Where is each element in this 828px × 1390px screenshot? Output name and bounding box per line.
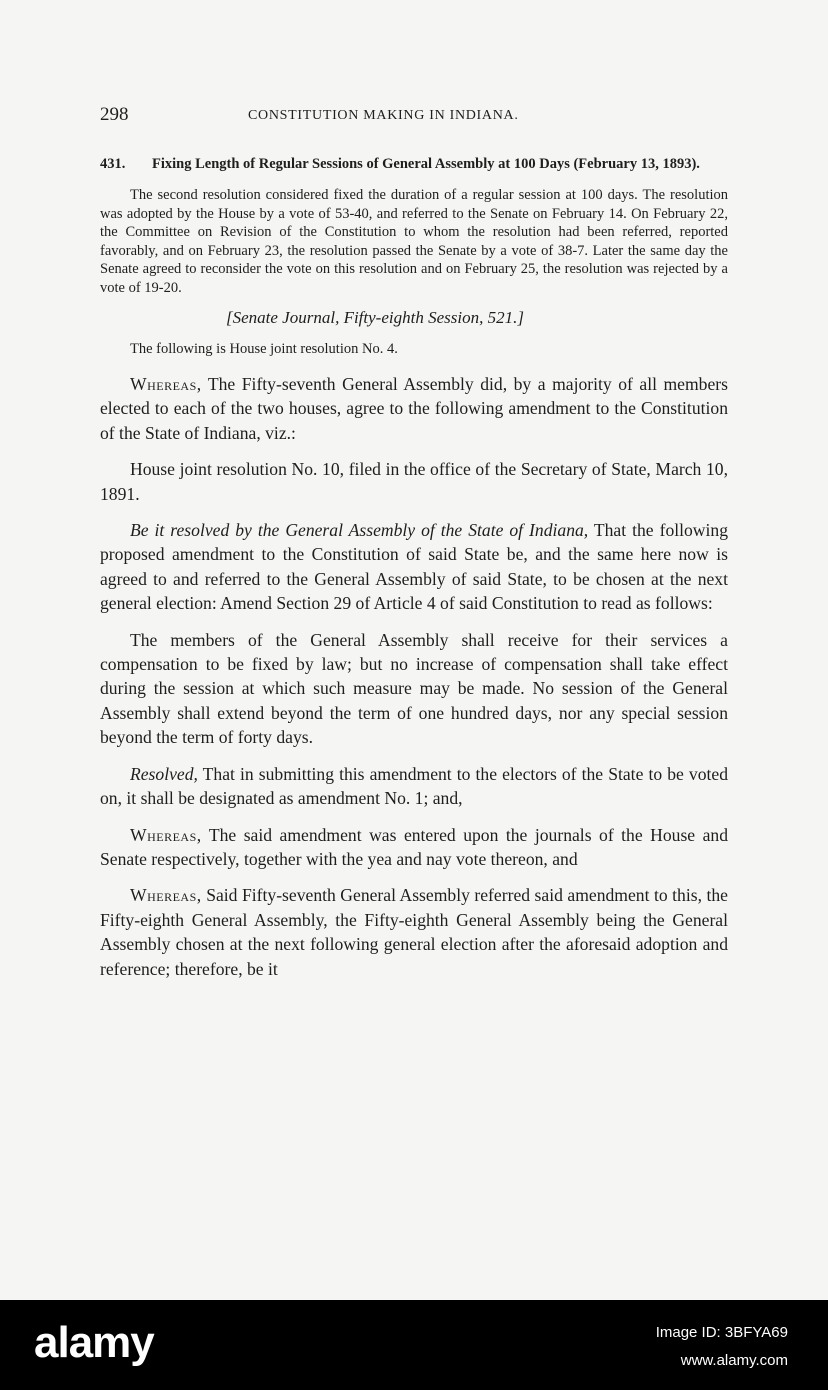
whereas-paragraph-3	[100, 883, 728, 981]
site-url: www.alamy.com	[680, 1352, 788, 1369]
page-number: 298	[100, 104, 129, 125]
amendment-paragraph: The members of the General Assembly shall receive for their services a compensation to be fixed by law; but no increase of compensation shall take effect during the session at which such measure may be made. No session of the General Assembly shall extend beyond the term of one hundred days, nor any special session beyond the term of forty days.	[100, 629, 728, 748]
resolved-2-paragraph	[100, 762, 728, 811]
section-heading	[100, 155, 728, 174]
citation: [Senate Journal, Fifty-eighth Session, 521.]	[226, 308, 524, 327]
resolved-text: That the following proposed amendment to the Constitution of said State be, and the same here now is agreed to and referred to the General Assembly of said State, to be chosen at the next general election: Amend Section 29 of Article 4 of said Constitution to read as follows:	[100, 520, 728, 614]
section-number: 431.	[100, 156, 126, 172]
resolution-10-paragraph: House joint resolution No. 10, filed in the office of the Secretary of State, March 10, 1891.	[100, 459, 728, 504]
whereas-paragraph-2	[100, 823, 728, 872]
summary-paragraph: The second resolution considered fixed the duration of a regular session at 100 days. The resolution was adopted by the House by a vote of 53-40, and referred to the Senate on February 14. On February 22, the Committee on Revision of the Constitution to whom the resolution had been referred, reported favorably, and on February 23, the resolution passed the Senate by a vote of 38-7. Later the same day the Senate agreed to reconsider the vote on this resolution and on February 25, the resolution was rejected by a vote of 19-20.	[100, 187, 728, 296]
resolved-paragraph	[100, 518, 728, 616]
watermark-bar	[0, 1300, 828, 1390]
whereas-3-lead: Whereas,	[130, 885, 202, 906]
whereas-lead: Whereas,	[130, 374, 202, 394]
whereas-2-lead: Whereas,	[130, 824, 202, 845]
section-title: Fixing Length of Regular Sessions of General Assembly at 100 Days (February 13, 1893).	[152, 156, 700, 172]
resolved-lead: Be it resolved by the General Assembly of the State of Indiana,	[130, 520, 589, 541]
intro-line: The following is House joint resolution No. 4.	[130, 341, 398, 357]
alamy-logo: alamy	[34, 1318, 154, 1367]
resolved-2-lead: Resolved,	[130, 763, 198, 784]
image-id: Image ID: 3BFYA69	[655, 1324, 788, 1341]
running-head: CONSTITUTION MAKING IN INDIANA.	[248, 108, 519, 123]
resolved-2-text: That in submitting this amendment to the electors of the State to be voted on, it shall be designated as amendment No. 1; and,	[100, 763, 728, 809]
whereas-paragraph-1	[100, 372, 728, 445]
page-header	[100, 104, 728, 132]
whereas-text: The Fifty-seventh General Assembly did, by a majority of all members elected to each of the two houses, agree to the following amendment to the Constitution of the State of Indiana, viz.:	[100, 374, 728, 443]
whereas-3-text: Said Fifty-seventh General Assembly referred said amendment to this, the Fifty-eighth General Assembly, the Fifty-eighth General Assembly being the General Assembly chosen at the next following general election after the aforesaid adoption and reference; therefore, be it	[100, 885, 728, 979]
whereas-2-text: The said amendment was entered upon the journals of the House and Senate respectively, together with the yea and nay vote thereon, and	[100, 824, 728, 869]
page-content	[100, 155, 728, 993]
